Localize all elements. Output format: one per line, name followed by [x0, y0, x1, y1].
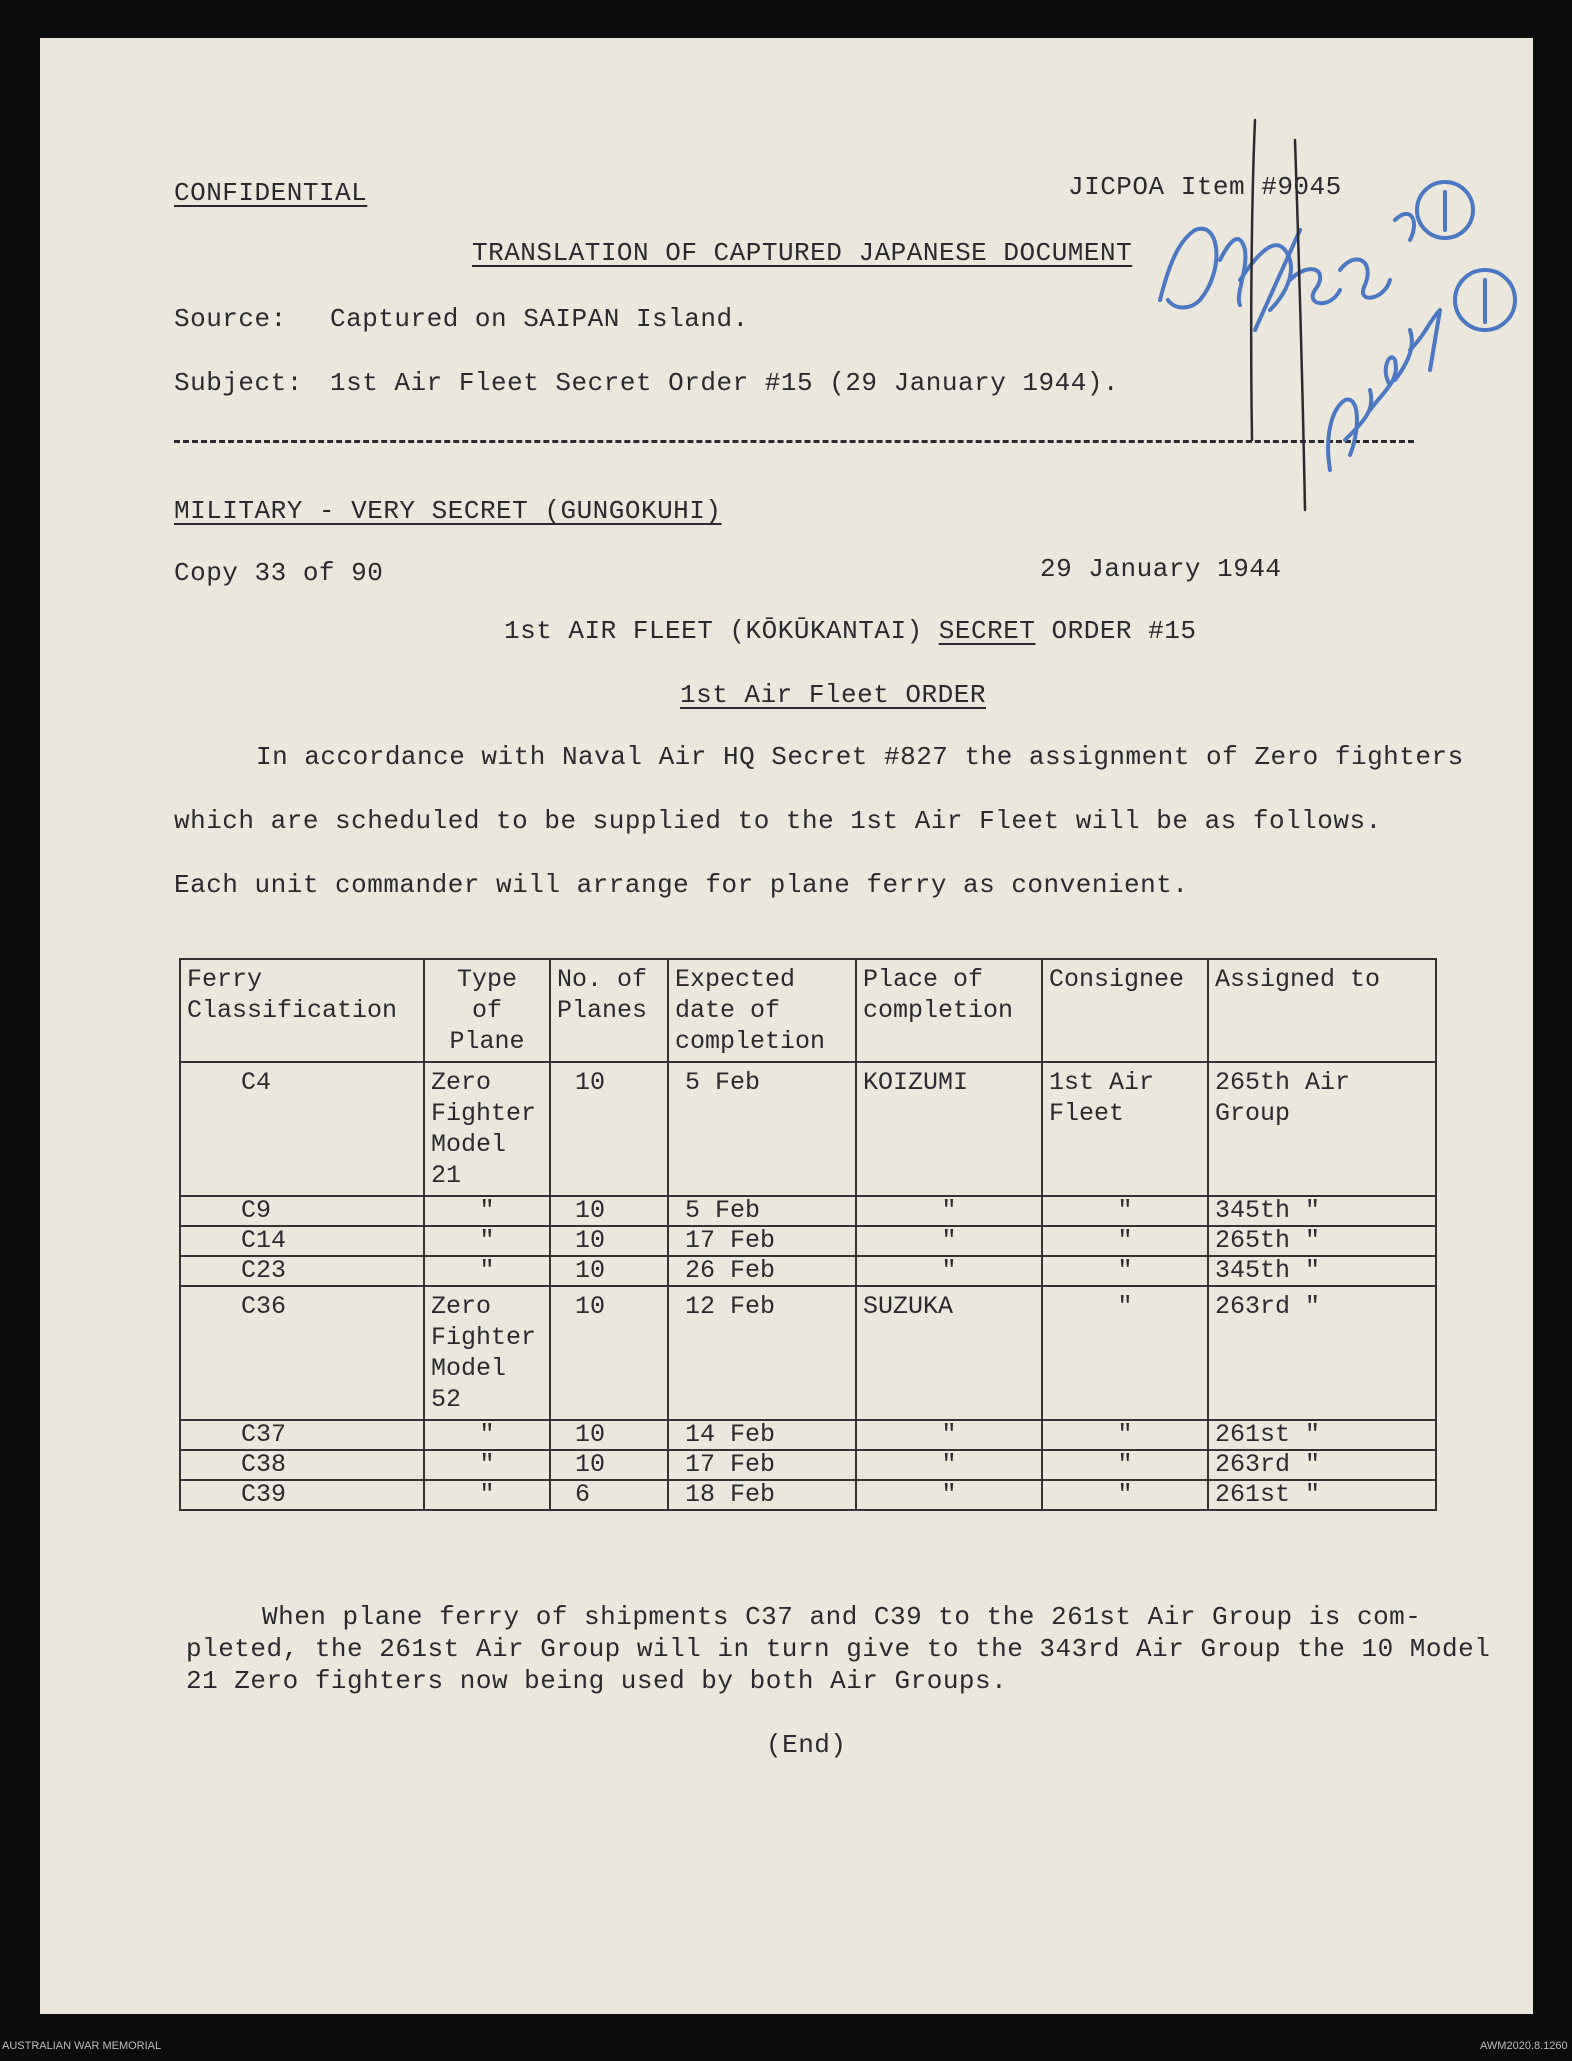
table-cell: 5 Feb — [668, 1196, 856, 1226]
column-header: Ferry Classification — [180, 959, 424, 1062]
table-cell: 6 — [550, 1480, 668, 1510]
order-date: 29 January 1944 — [1040, 554, 1282, 584]
table-cell: " — [1042, 1286, 1208, 1420]
paragraph-2-line-2: pleted, the 261st Air Group will in turn give to the 343rd Air Group the 10 Model — [186, 1634, 1491, 1664]
column-header: Assigned to — [1208, 959, 1436, 1062]
table-cell: " — [1042, 1226, 1208, 1256]
table-cell: Zero Fighter Model 52 — [424, 1286, 550, 1420]
table-cell: 14 Feb — [668, 1420, 856, 1450]
table-cell: C36 — [180, 1286, 424, 1420]
table-cell: C38 — [180, 1450, 424, 1480]
item-number: JICPOA Item #9045 — [1068, 172, 1342, 202]
order-heading-secret: SECRET — [938, 616, 1036, 646]
table-cell: 10 — [550, 1450, 668, 1480]
table-cell: 10 — [550, 1256, 668, 1286]
table-cell: 263rd " — [1208, 1286, 1436, 1420]
security-marking: MILITARY - VERY SECRET (GUNGOKUHI) — [174, 496, 722, 526]
source-value: Captured on SAIPAN Island. — [330, 304, 749, 334]
table-cell: 261st " — [1208, 1480, 1436, 1510]
table-row — [180, 1420, 1436, 1450]
table-cell: " — [424, 1256, 550, 1286]
column-header: Consignee — [1042, 959, 1208, 1062]
column-header: Expected date of completion — [668, 959, 856, 1062]
table-row — [180, 1286, 1436, 1420]
table-row — [180, 1226, 1436, 1256]
table-cell: C37 — [180, 1420, 424, 1450]
copy-number: Copy 33 of 90 — [174, 558, 384, 588]
table-cell: " — [856, 1256, 1042, 1286]
table-cell: 261st " — [1208, 1420, 1436, 1450]
table-cell: " — [856, 1450, 1042, 1480]
table-cell: 345th " — [1208, 1256, 1436, 1286]
table-cell: 10 — [550, 1420, 668, 1450]
table-cell: C9 — [180, 1196, 424, 1226]
table-cell: " — [1042, 1480, 1208, 1510]
table-cell: C39 — [180, 1480, 424, 1510]
document-title: TRANSLATION OF CAPTURED JAPANESE DOCUMENT — [472, 238, 1133, 268]
archive-reference: AWM2020.8.1260 — [1480, 2040, 1568, 2052]
order-heading — [504, 616, 1196, 646]
order-subheading: 1st Air Fleet ORDER — [680, 680, 986, 710]
table-cell: " — [424, 1450, 550, 1480]
table-cell: " — [1042, 1420, 1208, 1450]
table-cell: 10 — [550, 1286, 668, 1420]
table-cell: 18 Feb — [668, 1480, 856, 1510]
table-row — [180, 1450, 1436, 1480]
table-cell: " — [424, 1196, 550, 1226]
paragraph-2-line-1: When plane ferry of shipments C37 and C39 to the 261st Air Group is com- — [262, 1602, 1422, 1632]
paragraph-1-line-3: Each unit commander will arrange for plane ferry as convenient. — [174, 870, 1189, 900]
table-cell: SUZUKA — [856, 1286, 1042, 1420]
table-cell: " — [424, 1226, 550, 1256]
subject-label: Subject: — [174, 368, 303, 398]
paragraph-1-line-2: which are scheduled to be supplied to the 1st Air Fleet will be as follows. — [174, 806, 1382, 836]
table-row — [180, 1480, 1436, 1510]
table-cell: " — [424, 1420, 550, 1450]
table-row — [180, 1256, 1436, 1286]
table-cell: 1st Air Fleet — [1042, 1062, 1208, 1196]
end-marker: (End) — [766, 1730, 847, 1760]
table-cell: " — [1042, 1256, 1208, 1286]
table-cell: C23 — [180, 1256, 424, 1286]
table-cell: 345th " — [1208, 1196, 1436, 1226]
table-cell: " — [856, 1420, 1042, 1450]
order-heading-suffix: ORDER #15 — [1051, 616, 1197, 646]
table-cell: 26 Feb — [668, 1256, 856, 1286]
column-header: No. of Planes — [550, 959, 668, 1062]
paragraph-2-line-3: 21 Zero fighters now being used by both Air Groups. — [186, 1666, 1008, 1696]
ferry-assignment-table — [179, 958, 1437, 1511]
table-cell: " — [856, 1226, 1042, 1256]
subject-value: 1st Air Fleet Secret Order #15 (29 January 1944). — [330, 368, 1120, 398]
handwritten-annotation — [1140, 110, 1540, 530]
table-cell: " — [1042, 1450, 1208, 1480]
table-row — [180, 1062, 1436, 1196]
table-cell: C14 — [180, 1226, 424, 1256]
table-cell: Zero Fighter Model 21 — [424, 1062, 550, 1196]
source-label: Source: — [174, 304, 287, 334]
archive-credit: AUSTRALIAN WAR MEMORIAL — [2, 2040, 162, 2052]
table-cell: " — [856, 1480, 1042, 1510]
table-row — [180, 1196, 1436, 1226]
table-cell: " — [1042, 1196, 1208, 1226]
table-cell: KOIZUMI — [856, 1062, 1042, 1196]
table-cell: C4 — [180, 1062, 424, 1196]
column-header: Place of completion — [856, 959, 1042, 1062]
table-cell: 10 — [550, 1196, 668, 1226]
table-cell: " — [856, 1196, 1042, 1226]
table-cell: 263rd " — [1208, 1450, 1436, 1480]
classification-label: CONFIDENTIAL — [174, 178, 368, 208]
table-cell: 5 Feb — [668, 1062, 856, 1196]
table-cell: " — [424, 1480, 550, 1510]
table-cell: 17 Feb — [668, 1226, 856, 1256]
column-header: Type of Plane — [424, 959, 550, 1062]
table-cell: 265th Air Group — [1208, 1062, 1436, 1196]
order-heading-prefix: 1st AIR FLEET (KŌKŪKANTAI) — [504, 616, 923, 646]
table-cell: 265th " — [1208, 1226, 1436, 1256]
table-header-row — [180, 959, 1436, 1062]
table-cell: 17 Feb — [668, 1450, 856, 1480]
table-cell: 12 Feb — [668, 1286, 856, 1420]
table-cell: 10 — [550, 1062, 668, 1196]
table-cell: 10 — [550, 1226, 668, 1256]
paragraph-1-line-1: In accordance with Naval Air HQ Secret #827 the assignment of Zero fighters — [256, 742, 1464, 772]
